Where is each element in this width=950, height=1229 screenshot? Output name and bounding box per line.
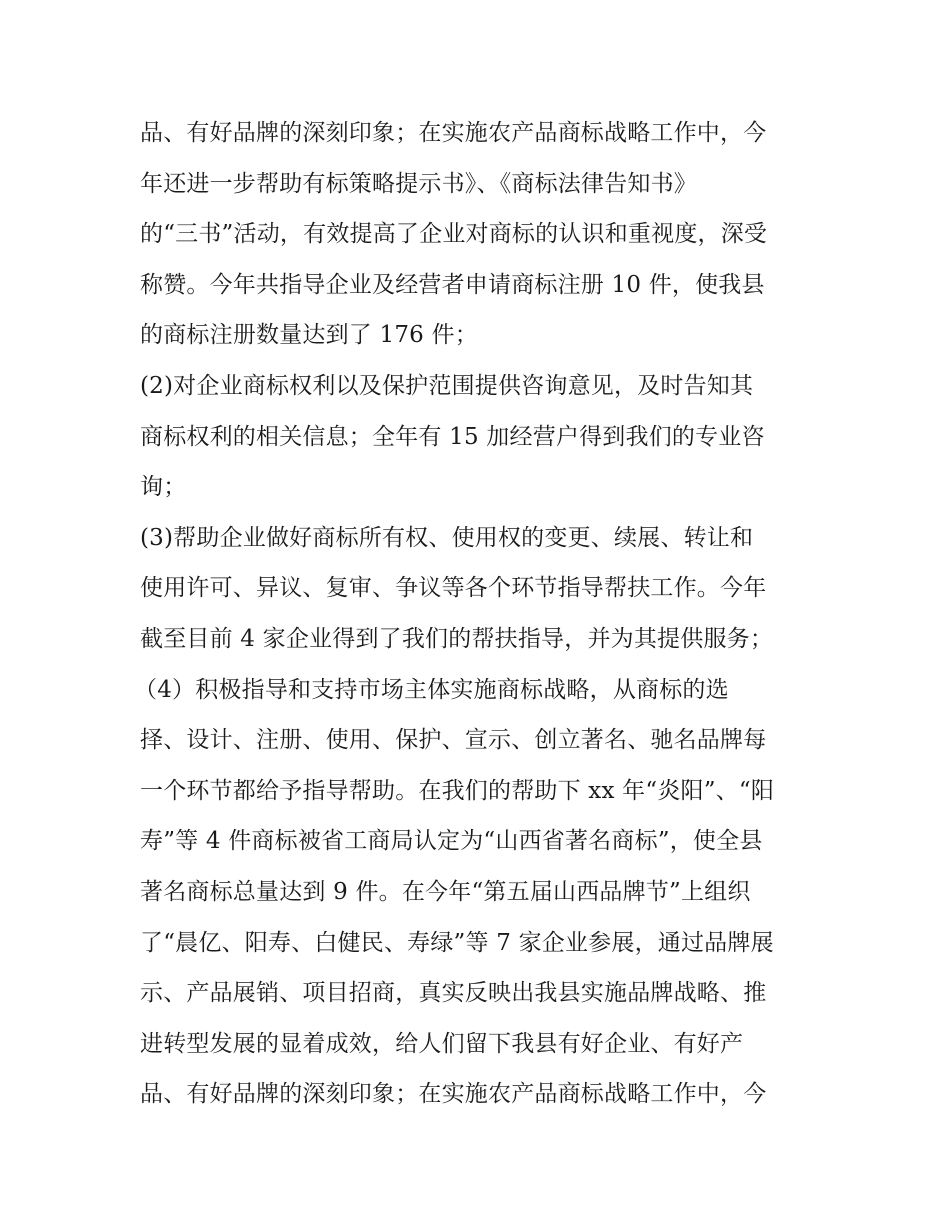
- text-line: 截至目前 4 家企业得到了我们的帮扶指导，并为其提供服务；: [140, 625, 774, 652]
- text-line: 进转型发展的显着成效，给人们留下我县有好企业、有好产: [140, 1030, 744, 1057]
- text-line: (3)帮助企业做好商标所有权、使用权的变更、续展、转让和: [140, 524, 754, 551]
- text-line: 年还进一步帮助有标策略提示书》、《商标法律告知书》: [140, 170, 697, 197]
- text-line: 择、设计、注册、使用、保护、宣示、创立著名、驰名品牌每: [140, 727, 767, 754]
- text-line: 的商标注册数量达到了 176 件；: [140, 322, 478, 349]
- text-line: 的“三书”活动，有效提高了企业对商标的认识和重视度，深受: [140, 221, 768, 248]
- text-line: 商标权利的相关信息；全年有 15 加经营户得到我们的专业咨: [140, 423, 765, 450]
- text-line: 著名商标总量达到 9 件。在今年“第五届山西品牌节”上组织: [140, 878, 751, 905]
- text-line: 示、产品展销、项目招商，真实反映出我县实施品牌战略、推: [140, 980, 767, 1007]
- text-line: 品、有好品牌的深刻印象；在实施农产品商标战略工作中，今: [140, 1081, 767, 1108]
- text-line: 询；: [140, 474, 187, 501]
- document-body: [134, 108, 830, 1120]
- text-line: 品、有好品牌的深刻印象；在实施农产品商标战略工作中，今: [140, 120, 767, 146]
- text-line: 寿”等 4 件商标被省工商局认定为“山西省著名商标”，使全县: [140, 828, 763, 855]
- text-line: 了“晨亿、阳寿、白健民、寿绿”等 7 家企业参展，通过品牌展: [140, 929, 774, 956]
- text-line: 使用许可、异议、复审、争议等各个环节指导帮扶工作。今年: [140, 575, 767, 602]
- text-line: 一个环节都给予指导帮助。在我们的帮助下 xx 年“炎阳”、“阳: [140, 777, 775, 804]
- text-line: 称赞。今年共指导企业及经营者申请商标注册 10 件，使我县: [140, 271, 765, 298]
- text-line: (2)对企业商标权利以及保护范围提供咨询意见，及时告知其: [140, 372, 754, 399]
- text-line: （4）积极指导和支持市场主体实施商标战略，从商标的选: [134, 676, 729, 703]
